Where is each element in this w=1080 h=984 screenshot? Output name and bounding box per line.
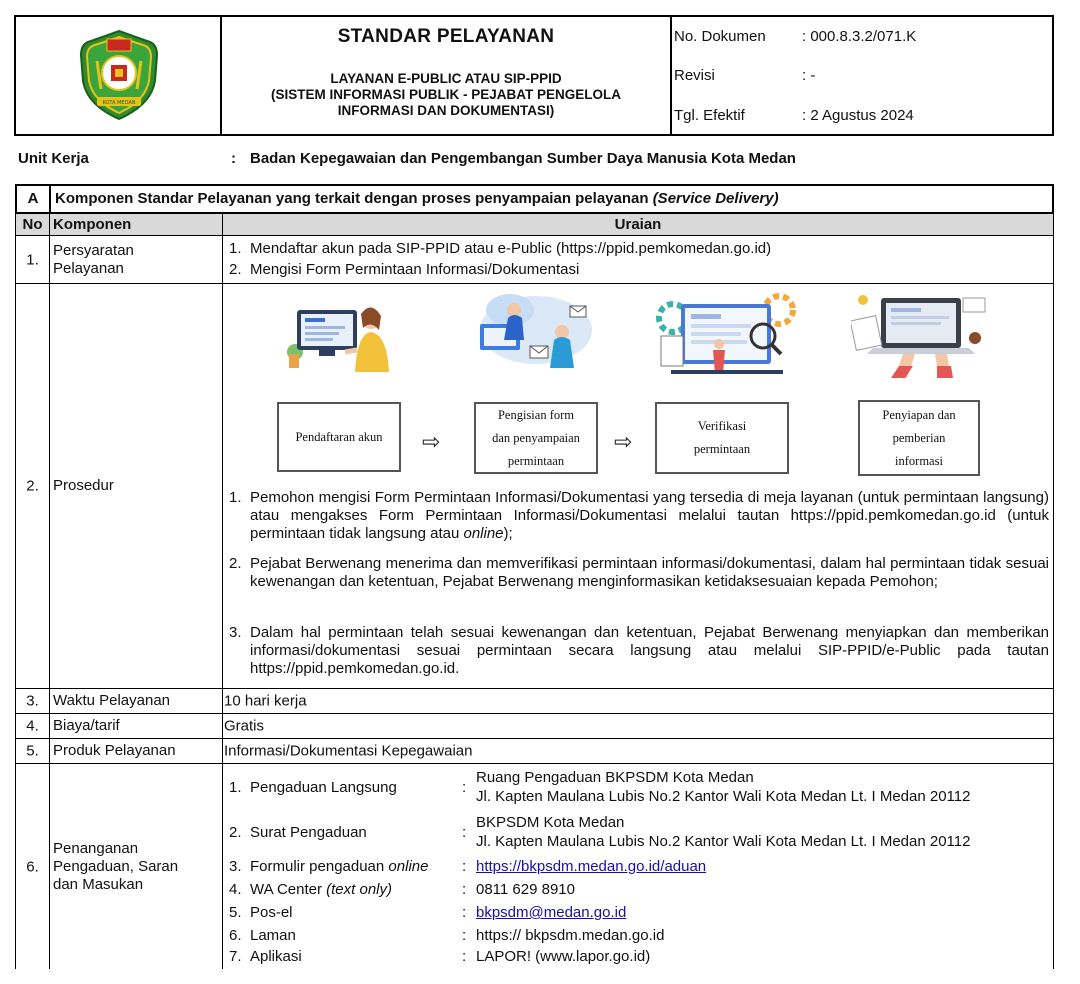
step-label: pemberian [892, 430, 946, 445]
step-label: Penyiapan dan [882, 407, 956, 422]
complaint-channel [229, 904, 1049, 922]
channel-label: Surat Pengaduan [250, 824, 367, 841]
arrow-right-icon: ⇨ [422, 429, 441, 454]
row-uraian [223, 764, 1053, 969]
col-no: No [16, 214, 50, 235]
col-komponen: Komponen [50, 214, 223, 235]
channel-label [250, 881, 392, 899]
channel-label: Pengaduan Langsung [250, 779, 397, 796]
list-text: Mengisi Form Permintaan Informasi/Dokumentasi [250, 261, 580, 278]
channel-colon: : [462, 858, 467, 875]
step-label: Verifikasi [697, 419, 747, 433]
row-number-text: 3. [26, 692, 39, 710]
table-row-biaya [15, 714, 1054, 739]
row-number [16, 739, 50, 763]
meta-label: Revisi [674, 67, 715, 84]
meta-label: No. Dokumen [674, 28, 766, 45]
komponen-line: Persyaratan [53, 241, 134, 259]
channel-value: 0811 629 8910 [476, 881, 575, 898]
step-label: Pendaftaran akun [295, 429, 383, 444]
row-number-text: 4. [26, 717, 39, 735]
channel-value: Ruang Pengaduan BKPSDM Kota Medan [476, 769, 754, 786]
row-uraian [223, 236, 1053, 283]
list-text: Mendaftar akun pada SIP-PPID atau e-Public (https://ppid.pemkomedan.go.id) [250, 240, 772, 257]
complaint-channel [229, 881, 1049, 899]
channel-colon: : [462, 779, 467, 796]
page-title: STANDAR PELAYANAN [337, 26, 555, 47]
channel-label [250, 858, 428, 876]
list-item [229, 240, 1049, 258]
column-header-row [15, 214, 1054, 236]
row-komponen [50, 236, 223, 283]
row-komponen-text: Biaya/tarif [53, 717, 120, 734]
unit-label: Unit Kerja [18, 150, 89, 167]
list-number: 2. [229, 261, 242, 278]
document-meta [672, 17, 1052, 134]
table-row-waktu [15, 689, 1054, 714]
row-value: Gratis [224, 717, 265, 735]
step-label: permintaan [507, 453, 565, 468]
table-row-persyaratan [15, 236, 1054, 284]
channel-number: 4. [229, 881, 242, 898]
unit-separator: : [231, 150, 236, 167]
komponen-line: Pengaduan, Saran [53, 857, 179, 875]
row-komponen-text: Prosedur [53, 477, 114, 494]
step-box-verification [655, 402, 789, 474]
complaint-channel [229, 948, 1049, 966]
komponen-line: dan Masukan [53, 875, 144, 893]
channel-label-italic: online [388, 858, 429, 875]
channel-colon: : [462, 927, 467, 944]
row-komponen-text [50, 840, 222, 894]
channel-number: 2. [229, 824, 242, 841]
channel-value: https:// bkpsdm.medan.go.id [476, 927, 665, 944]
row-komponen [50, 689, 223, 713]
channel-number: 1. [229, 779, 242, 796]
subtitle-line: LAYANAN E-PUBLIC ATAU SIP-PPID [330, 71, 562, 86]
meta-value: : 000.8.3.2/071.K [802, 28, 917, 45]
row-number [16, 764, 50, 969]
channel-colon: : [462, 948, 467, 965]
channel-value: Jl. Kapten Maulana Lubis No.2 Kantor Wali Kota Medan Lt. I Medan 20112 [476, 833, 971, 850]
row-number [16, 714, 50, 738]
complaint-channel [229, 858, 1049, 876]
step-label: informasi [895, 453, 943, 468]
step-label: dan penyampaian [492, 430, 580, 445]
row-komponen-text: Waktu Pelayanan [53, 692, 171, 709]
information-delivery-illustration-icon [851, 288, 993, 378]
step-box-submission [474, 402, 598, 474]
row-uraian [223, 714, 1053, 738]
channel-label-text: Formulir pengaduan [250, 858, 389, 875]
list-item [229, 555, 1049, 591]
unit-value: Badan Kepegawaian dan Pengembangan Sumber Daya Manusia Kota Medan [250, 150, 796, 167]
row-number [16, 236, 50, 283]
list-item [229, 489, 1049, 543]
channel-value: LAPOR! (www.lapor.go.id) [476, 948, 651, 965]
list-number: 1. [229, 240, 242, 257]
subtitle-line: INFORMASI DAN DOKUMENTASI) [337, 103, 555, 118]
list-number: 1. [229, 489, 242, 506]
channel-number: 3. [229, 858, 242, 875]
section-a-header [15, 184, 1054, 214]
row-number-text: 2. [26, 477, 39, 495]
arrow-right-icon: ⇨ [614, 429, 633, 454]
channel-label-italic: (text only) [326, 881, 392, 898]
meta-value: : - [802, 67, 816, 84]
list-item [229, 261, 1049, 279]
channel-label: Laman [250, 927, 296, 944]
submission-illustration-icon [470, 288, 602, 378]
email-link[interactable]: bkpsdm@medan.go.id [476, 904, 627, 921]
komponen-line: Pelayanan [53, 259, 124, 277]
row-number [16, 689, 50, 713]
channel-colon: : [462, 824, 467, 841]
channel-label: Aplikasi [250, 948, 302, 965]
list-number: 3. [229, 624, 242, 641]
logo-cell [16, 17, 222, 134]
row-uraian [223, 284, 1053, 688]
row-komponen [50, 284, 223, 688]
complaint-channel [229, 769, 1049, 809]
logo-lettering: KOTA MEDAN [102, 100, 136, 106]
table-row-pengaduan [15, 764, 1054, 969]
table-row-produk [15, 739, 1054, 764]
list-text [250, 489, 1049, 543]
row-number-text: 5. [26, 742, 39, 760]
list-text: Dalam hal permintaan telah sesuai kewenangan dan ketentuan, Pejabat Berwenang menyiapkan dan memberikan informasi/dokumentasi sesuai permintaan secara langsung atau melalui SIP-PPID/e-Public pada tautan https://ppid.pemkomedan.go.id. [250, 624, 1049, 677]
channel-value: BKPSDM Kota Medan [476, 814, 625, 831]
table-row-prosedur [15, 284, 1054, 689]
row-komponen [50, 764, 223, 969]
list-item [229, 624, 1049, 678]
list-text-tail: ); [503, 525, 513, 542]
section-letter: A [17, 186, 51, 212]
list-text-italic: online [463, 525, 504, 542]
channel-number: 6. [229, 927, 242, 944]
row-number-text: 6. [26, 858, 39, 875]
list-text-main: Pemohon mengisi Form Permintaan Informasi/Dokumentasi yang tersedia di meja layanan (untuk permintaan langsung) atau mengakses Form Permintaan Informasi/Dokumentasi melalui tautan https://ppid.pemkomedan.go.id (untuk permintaan tidak langsung atau [250, 489, 1049, 542]
row-number [16, 284, 50, 688]
complaint-form-link[interactable]: https://bkpsdm.medan.go.id/aduan [476, 858, 707, 875]
channel-label-text: WA Center [250, 881, 327, 898]
col-uraian: Uraian [614, 216, 662, 233]
kota-medan-emblem-icon [77, 29, 161, 121]
row-uraian [223, 689, 1053, 713]
page-subtitle [222, 71, 670, 119]
meta-label: Tgl. Efektif [674, 107, 745, 124]
row-komponen-text: Produk Pelayanan [53, 742, 176, 759]
channel-colon: : [462, 904, 467, 921]
row-komponen [50, 739, 223, 763]
section-title-text: Komponen Standar Pelayanan yang terkait dengan proses penyampaian pelayanan [55, 190, 649, 207]
row-value: Informasi/Dokumentasi Kepegawaian [224, 742, 473, 760]
channel-label: Pos-el [250, 904, 293, 921]
step-box-delivery [858, 400, 980, 476]
meta-value: : 2 Agustus 2024 [802, 107, 914, 124]
subtitle-line: (SISTEM INFORMASI PUBLIK - PEJABAT PENGELOLA [270, 87, 621, 102]
row-komponen-text [50, 242, 222, 278]
step-label: Pengisian form [497, 407, 575, 422]
step-label: permintaan [693, 442, 751, 456]
channel-colon: : [462, 881, 467, 898]
list-number: 2. [229, 555, 242, 572]
row-number-text: 1. [26, 251, 39, 268]
row-uraian [223, 739, 1053, 763]
title-cell [222, 17, 672, 134]
document-header [14, 15, 1054, 136]
verification-illustration-icon [651, 288, 803, 380]
channel-number: 7. [229, 948, 242, 965]
registration-illustration-icon [275, 290, 395, 374]
complaint-channel [229, 814, 1049, 854]
complaint-channel [229, 927, 1049, 945]
section-title [55, 186, 779, 212]
row-komponen [50, 714, 223, 738]
channel-value: Jl. Kapten Maulana Lubis No.2 Kantor Wali Kota Medan Lt. I Medan 20112 [476, 788, 971, 805]
section-title-italic: (Service Delivery) [652, 190, 779, 207]
step-box-registration [277, 402, 401, 472]
row-value: 10 hari kerja [224, 692, 307, 710]
channel-number: 5. [229, 904, 242, 921]
list-text: Pejabat Berwenang menerima dan memverifikasi permintaan informasi/dokumentasi, dalam hal permintaan tidak sesuai kewenangan dan ketentuan, Pejabat Berwenang menginformasikan ketidaksesuaian kepada Pemohon; [250, 555, 1049, 590]
komponen-line: Penanganan [53, 839, 139, 857]
